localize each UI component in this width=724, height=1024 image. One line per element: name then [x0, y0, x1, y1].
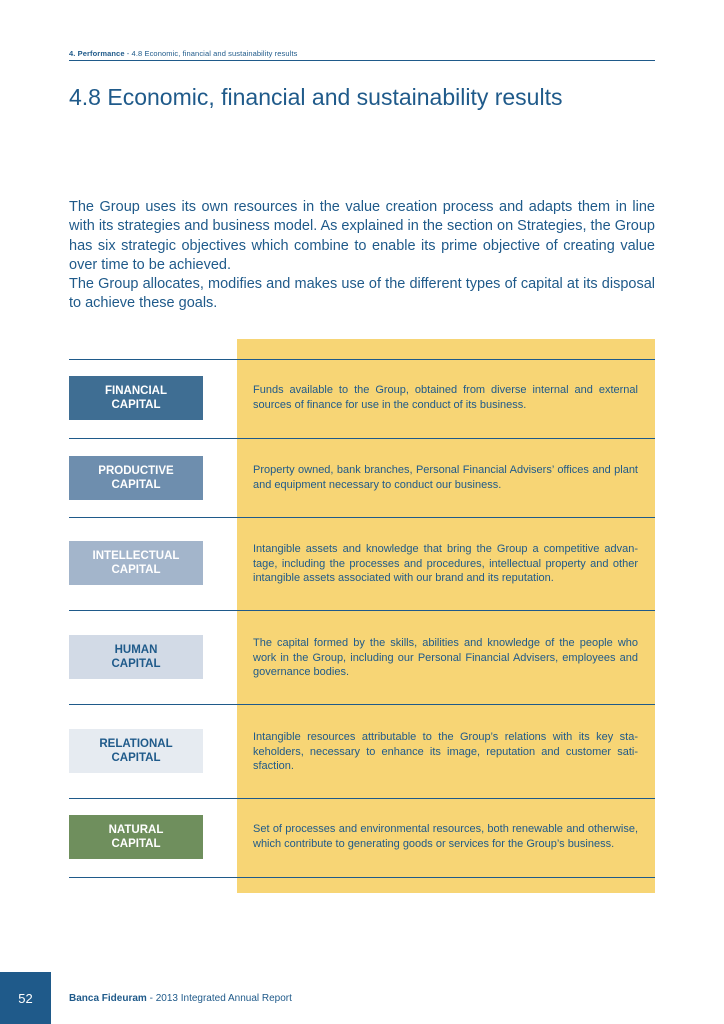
- capital-label-line: CAPITAL: [111, 658, 161, 670]
- header-subsection: - 4.8 Economic, financial and sustainability results: [124, 49, 298, 58]
- capital-description-text: Property owned, bank branches, Personal Financial Advisers’ offices and plant and equipment necessary to conduct our business.: [253, 464, 638, 491]
- table-divider: [69, 359, 655, 360]
- page-number: 52: [18, 990, 33, 1006]
- capital-description-text: Intangible resources attributable to the Group’s relations with its key sta-keholders, necessary to enhance its image, reputation and customer sati-sfaction.: [253, 730, 638, 773]
- capital-description-text: Set of processes and environmental resources, both renewable and otherwise, which contribute to generating goods or services for the Group’s business.: [253, 823, 638, 850]
- financial-capital-description: [253, 376, 638, 420]
- table-divider: [69, 877, 655, 878]
- capital-label-line: INTELLECTUAL: [92, 549, 180, 562]
- capital-description-text: The capital formed by the skills, abilities and knowledge of the people who work in the Group, including our Personal Financial Advisers, employees and governance bodies.: [253, 636, 638, 679]
- human-capital-description: [253, 632, 638, 684]
- productive-capital-description: [253, 456, 638, 500]
- capital-label-line: CAPITAL: [111, 399, 161, 411]
- footer-brand: Banca Fideuram: [69, 993, 147, 1004]
- human-capital-label: [69, 635, 203, 679]
- table-divider: [69, 438, 655, 439]
- relational-capital-label: [69, 729, 203, 773]
- natural-capital-label: [69, 815, 203, 859]
- descriptions-background: [237, 339, 655, 893]
- footer-report: - 2013 Integrated Annual Report: [146, 993, 292, 1004]
- capital-label-line: RELATIONAL: [99, 737, 173, 750]
- relational-capital-description: [253, 726, 638, 778]
- capital-label-line: PRODUCTIVE: [98, 464, 174, 477]
- table-divider: [69, 517, 655, 518]
- intellectual-capital-label: [69, 541, 203, 585]
- intro-paragraph-2: The Group allocates, modifies and makes use of the different types of capital at its disposal to achieve these goals.: [69, 276, 655, 312]
- capital-label-line: HUMAN: [114, 643, 158, 656]
- header-section: 4. Performance: [69, 49, 125, 58]
- productive-capital-label: [69, 456, 203, 500]
- table-divider: [69, 704, 655, 705]
- intro-text: [69, 198, 655, 314]
- capital-label-line: NATURAL: [108, 823, 164, 836]
- capital-description-text: Funds available to the Group, obtained from diverse internal and external sources of finance for use in the conduct of its business.: [253, 384, 638, 411]
- running-header: [69, 49, 655, 58]
- intellectual-capital-description: [253, 538, 638, 590]
- header-divider: [69, 60, 655, 61]
- table-divider: [69, 610, 655, 611]
- capital-label-line: CAPITAL: [111, 479, 161, 491]
- footer: [69, 993, 292, 1004]
- capital-label-line: CAPITAL: [111, 838, 161, 850]
- natural-capital-description: [253, 815, 638, 859]
- capital-label-line: CAPITAL: [111, 564, 161, 576]
- page-number-box: [0, 972, 51, 1024]
- table-divider: [69, 798, 655, 799]
- intro-paragraph-1: The Group uses its own resources in the value creation process and adapts them in line with its strategies and business model. As explained in the section on Strategies, the Group has six strategic objectives which combine to enable its prime objective of creating value over time to be achieved.: [69, 199, 655, 273]
- capital-label-line: CAPITAL: [111, 752, 161, 764]
- capital-label-line: FINANCIAL: [105, 384, 167, 397]
- financial-capital-label: [69, 376, 203, 420]
- page-title: 4.8 Economic, financial and sustainability results: [69, 84, 563, 110]
- capital-description-text: Intangible assets and knowledge that bring the Group a competitive advan-tage, including the processes and procedures, intellectual property and other intangible assets associated with our brand and its reputation.: [253, 542, 638, 585]
